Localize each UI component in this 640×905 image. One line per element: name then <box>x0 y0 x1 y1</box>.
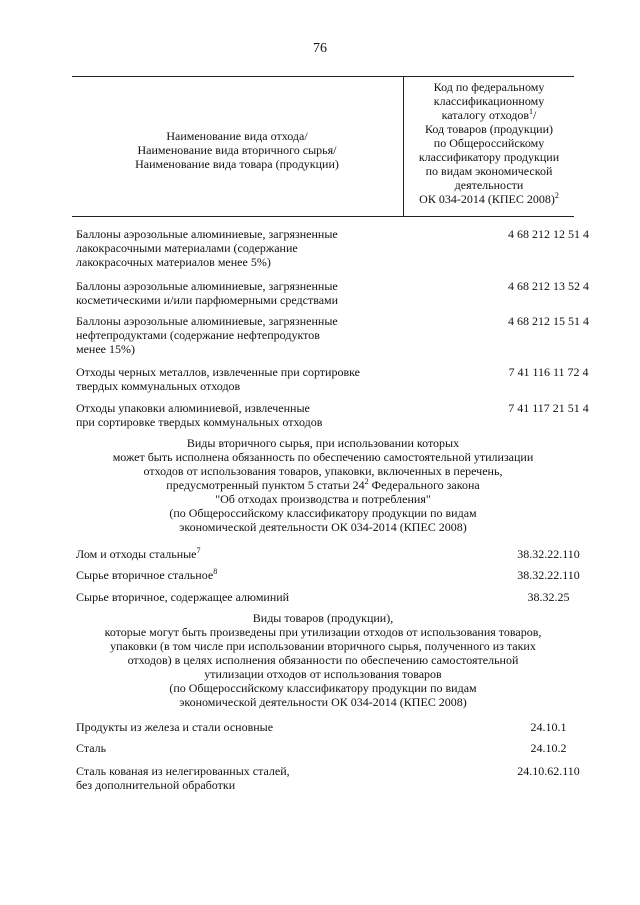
waste-code: 7 41 117 21 51 4 <box>508 401 589 415</box>
header-code-line: по Общероссийскому <box>433 136 545 150</box>
header-name-line: Наименование вида товара (продукции) <box>135 157 339 171</box>
secondary-material-code: 38.32.22.110 <box>517 547 580 561</box>
waste-code: 4 68 212 15 51 4 <box>508 314 589 328</box>
header-name-column <box>72 129 402 171</box>
header-code-line: классификационному <box>433 94 545 108</box>
section-heading-goods: Виды товаров (продукции), которые могут быть произведены при утилизации отходов от использования товаров, упаковки (в том числе при использовании вторичного сырья, полученного из таких отходов) в целях исполнения обязанности по обеспечению самостоятельной утилизации отходов от использования товаров (по Общероссийскому классификатору продукции по видам экономической деятельности ОК 034-2014 (КПЕС 2008) <box>104 611 542 709</box>
goods-code: 24.10.1 <box>530 720 567 734</box>
page-number: 76 <box>313 41 327 56</box>
header-rule-top <box>72 76 574 77</box>
header-rule-bottom <box>72 216 574 217</box>
header-code-line: классификатору продукции <box>418 150 560 164</box>
goods-code: 24.10.2 <box>530 741 567 755</box>
secondary-material-code: 38.32.22.110 <box>517 568 580 582</box>
header-code-line: ОК 034-2014 (КПЕС 2008)$^2$ <box>419 191 559 206</box>
footnote-mark: 8 <box>213 567 218 576</box>
waste-name: Отходы черных металлов, извлеченные при сортировке твердых коммунальных отходов <box>76 365 360 393</box>
header-code-line: каталогу отходов$^1$/ <box>441 107 537 122</box>
header-code-line: Код товаров (продукции) <box>424 122 554 136</box>
header-code-line: деятельности <box>454 178 524 192</box>
header-name-line: Наименование вида вторичного сырья/ <box>137 143 337 157</box>
secondary-material-name: Сырье вторичное стальное$^8$ <box>76 567 218 582</box>
header-code-line: Код по федеральному <box>433 80 545 94</box>
header-code-column <box>404 80 574 206</box>
footnote-mark: 2 <box>554 191 559 200</box>
waste-name: Баллоны аэрозольные алюминиевые, загрязненные нефтепродуктами (содержание нефтепродуктов менее 15%) <box>76 314 338 356</box>
footnote-mark: 1 <box>529 107 534 116</box>
waste-name: Отходы упаковки алюминиевой, извлеченные при сортировке твердых коммунальных отходов <box>76 401 323 429</box>
secondary-material-name: Сырье вторичное, содержащее алюминий <box>76 590 290 604</box>
waste-code: 4 68 212 12 51 4 <box>508 227 589 241</box>
section-heading-secondary-materials: Виды вторичного сырья, при использовании которых может быть исполнена обязанность по обеспечению самостоятельной утилизации отходов от использования товаров, упаковки, включенных в перечень, предусмотренный пунктом 5 статьи $24^2$ Федерального закона "Об отходах производства и потребления" (по Общероссийскому классификатору продукции по видам экономической деятельности ОК 034-2014 (КПЕС 2008) <box>112 436 534 534</box>
waste-code: 7 41 116 11 72 4 <box>508 365 589 379</box>
footnote-mark: 7 <box>196 546 201 555</box>
secondary-material-code: 38.32.25 <box>527 590 570 604</box>
waste-code: 4 68 212 13 52 4 <box>508 279 589 293</box>
secondary-material-name: Лом и отходы стальные$^7$ <box>76 546 201 561</box>
waste-name: Баллоны аэрозольные алюминиевые, загрязненные косметическими и/или парфюмерными средствами <box>76 279 339 307</box>
header-code-line: по видам экономической <box>425 164 553 178</box>
goods-name: Сталь кованая из нелегированных сталей, без дополнительной обработки <box>76 764 290 792</box>
waste-name: Баллоны аэрозольные алюминиевые, загрязненные лакокрасочными материалами (содержание лакокрасочных материалов менее 5%) <box>76 227 338 269</box>
goods-name: Сталь <box>76 741 107 755</box>
header-name-line: Наименование вида отхода/ <box>166 129 308 143</box>
goods-code: 24.10.62.110 <box>517 764 580 778</box>
footnote-mark: 2 <box>364 477 369 486</box>
goods-name: Продукты из железа и стали основные <box>76 720 274 734</box>
